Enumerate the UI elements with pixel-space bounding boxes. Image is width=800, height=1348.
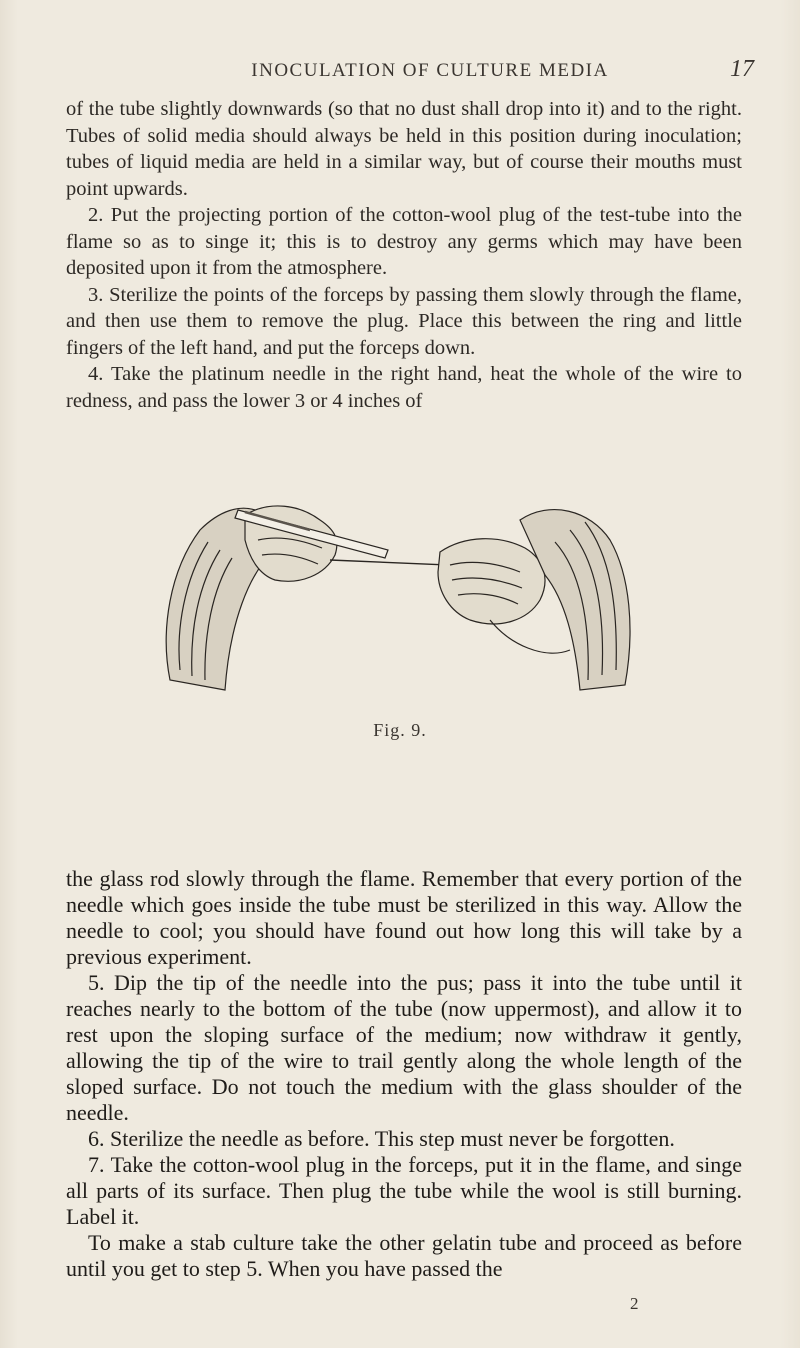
paragraph-step-6: 6. Sterilize the needle as before. This step must never be forgotten. — [88, 1126, 675, 1151]
text-block-bottom — [66, 866, 742, 1282]
paragraph-step-4: 4. Take the platinum needle in the right hand, heat the whole of the wire to redness, and pass the lower 3 or 4 inches of — [66, 363, 742, 412]
paragraph-step-3: 3. Sterilize the points of the forceps by passing them slowly through the flame, and then use them to remove the plug. Place this between the ring and little fingers of the left hand, and put the forceps down. — [66, 283, 742, 359]
running-head: INOCULATION OF CULTURE MEDIA — [251, 60, 609, 81]
paragraph-step-7: 7. Take the cotton-wool plug in the forceps, put it in the flame, and singe all parts of its surface. Then plug the tube while the wool is still burning. Label it. — [66, 1152, 742, 1229]
paragraph: the glass rod slowly through the flame. Remember that every portion of the needle which goes inside the tube must be sterilized in this way. Allow the needle to cool; you should have found out how long this will take by a previous experiment. — [66, 866, 742, 969]
signature-mark: 2 — [630, 1294, 639, 1313]
figure-caption: Fig. 9. — [373, 720, 427, 740]
page-number: 17 — [730, 56, 754, 82]
paragraph-stab-culture: To make a stab culture take the other gelatin tube and proceed as before until you get to step 5. When you have passed the — [66, 1230, 742, 1281]
figure-hands-holding-tube-and-needle — [150, 480, 650, 700]
paragraph: of the tube slightly downwards (so that no dust shall drop into it) and to the right. Tubes of solid media should always be held in this position during inoculation; tubes of liquid media are held in a similar way, but of course their mouths must point upwards. — [66, 98, 742, 200]
paragraph-step-2: 2. Put the projecting portion of the cotton-wool plug of the test-tube into the flame so as to singe it; this is to destroy any germs which may have been deposited upon it from the atmosphere. — [66, 204, 742, 279]
right-hand-illustration — [438, 539, 545, 624]
text-block-top — [66, 96, 742, 414]
paragraph-step-5: 5. Dip the tip of the needle into the pus; pass it into the tube until it reaches nearly to the bottom of the tube (now uppermost), and allow it to rest upon the sloping surface of the medium; now withdraw it gently, allowing the tip of the wire to trail gently along the whole length of the sloped surface. Do not touch the medium with the glass shoulder of the needle. — [66, 970, 742, 1125]
